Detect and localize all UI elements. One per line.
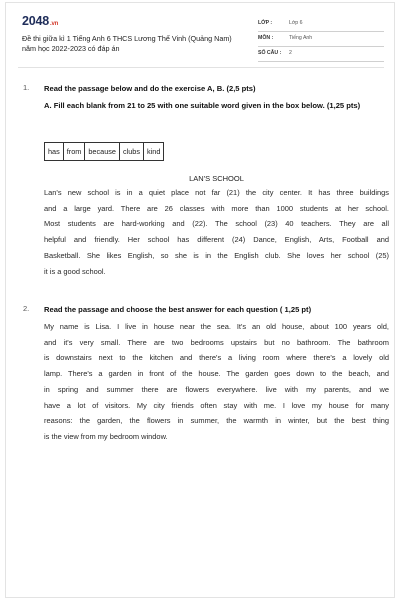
passage-line: reasons: the garden, the flowers in summer, the warmth in winter, but the best thing [44,416,389,426]
passage-title: LAN'S SCHOOL [189,174,244,183]
header-divider [18,67,384,68]
question-1-number: 1. [23,83,30,92]
passage-line: Most students are hard-working and (22). The school (23) 40 teachers. They are all [44,219,389,229]
exam-header [6,3,394,65]
word-box-item: clubs [120,143,144,160]
meta-count-value: 2 [289,50,292,56]
passage-line: My name is Lisa. I live in house near the sea. It's an old house, about 100 years old, [44,322,389,331]
passage-1 [44,185,389,279]
passage-line: is the view from my bedroom window. [44,431,168,441]
passage-line: it is a good school. [44,266,106,276]
meta-subject-row [258,32,384,47]
question-2-heading: Read the passage and choose the best answer for each question ( 1,25 pt) [44,305,312,314]
exam-page [5,2,395,598]
word-box-item: has [45,143,64,160]
passage-line: and a large yard. There are 26 classes with more than 1000 students at her school. [44,203,389,213]
word-box-item: kind [147,147,161,156]
passage-line: helpful and friendly. Her school has different (24) Dance, English, Arts, Football and [44,235,389,245]
question-1-heading: Read the passage below and do the exercise A, B. (2,5 pts) [44,84,256,93]
word-box-item: from [64,143,86,160]
question-2-number: 2. [23,304,30,313]
passage-line: Basketball. She likes English, so she is in the English club. She loves her school (25) [44,250,389,260]
passage-line: is downstairs next to the kitchen and there's a living room where there's a lovely old [44,353,389,363]
passage-line: in spring and summer there are flowers everywhere. live with my parents, and we [44,384,389,394]
meta-class-row [258,17,384,32]
meta-subject-value: Tiếng Anh [289,35,313,41]
meta-count-label: SỐ CÂU : [258,50,282,56]
exam-title: Đề thi giữa kì 1 Tiếng Anh 6 THCS Lương Thế Vinh (Quảng Nam) năm học 2022-2023 có đáp án [22,34,232,53]
passage-line: lamp. There's a garden in front of the house. The garden goes down to the beach, and [44,369,389,379]
site-logo[interactable]: 2048.vn [22,14,59,28]
word-box [44,142,164,161]
question-1-subheading: A. Fill each blank from 21 to 25 with one suitable word given in the box below. (1,25 pts) [44,101,361,110]
word-box-item: because [85,143,120,160]
meta-class-value: Lớp 6 [289,20,303,26]
passage-line: and it's very small. There are two bedrooms upstairs but no bathroom. The bathroom [44,337,389,347]
passage-line: Lan's new school is in a quiet place not far (21) the city center. It has three buildings [44,188,389,197]
passage-2 [44,319,389,445]
meta-class-label: LỚP : [258,20,273,26]
meta-subject-label: MÔN : [258,35,274,41]
meta-count-row [258,47,384,62]
passage-line: have a lot of visitors. My city friends often stay with me. I love my house for many [44,400,389,410]
